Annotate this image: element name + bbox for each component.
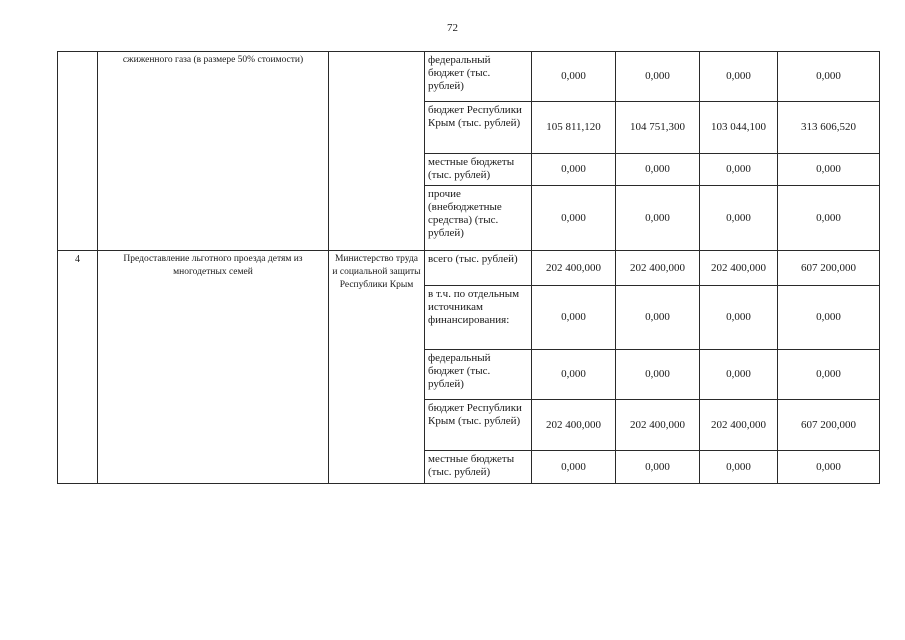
row-index (58, 52, 98, 251)
executor (329, 52, 425, 251)
year3-value: 0,000 (700, 52, 778, 102)
total-value: 0,000 (778, 350, 880, 400)
total-value: 0,000 (778, 286, 880, 350)
year2-value: 0,000 (616, 52, 700, 102)
year2-value: 0,000 (616, 350, 700, 400)
year2-value: 0,000 (616, 286, 700, 350)
year3-value: 0,000 (700, 286, 778, 350)
total-value: 0,000 (778, 451, 880, 484)
year3-value: 202 400,000 (700, 400, 778, 451)
year3-value: 0,000 (700, 350, 778, 400)
funding-source: бюджет Республики Крым (тыс. рублей) (425, 102, 532, 154)
year3-value: 0,000 (700, 451, 778, 484)
year2-value: 104 751,300 (616, 102, 700, 154)
year3-value: 202 400,000 (700, 251, 778, 286)
funding-source: прочие (внебюджетные средства) (тыс. рублей) (425, 186, 532, 251)
funding-source: местные бюджеты (тыс. рублей) (425, 451, 532, 484)
funding-source: всего (тыс. рублей) (425, 251, 532, 286)
funding-source: в т.ч. по отдельным источникам финансирования: (425, 286, 532, 350)
funding-source: федеральный бюджет (тыс. рублей) (425, 52, 532, 102)
year3-value: 0,000 (700, 186, 778, 251)
year3-value: 103 044,100 (700, 102, 778, 154)
measure-name: сжиженного газа (в размере 50% стоимости) (98, 52, 329, 251)
year3-value: 0,000 (700, 154, 778, 186)
funding-source: федеральный бюджет (тыс. рублей) (425, 350, 532, 400)
year1-value: 105 811,120 (532, 102, 616, 154)
funding-source: местные бюджеты (тыс. рублей) (425, 154, 532, 186)
year1-value: 0,000 (532, 286, 616, 350)
total-value: 0,000 (778, 154, 880, 186)
table-row (58, 52, 880, 102)
year1-value: 0,000 (532, 451, 616, 484)
total-value: 313 606,520 (778, 102, 880, 154)
year1-value: 0,000 (532, 154, 616, 186)
year1-value: 0,000 (532, 52, 616, 102)
year2-value: 0,000 (616, 451, 700, 484)
year1-value: 202 400,000 (532, 251, 616, 286)
measure-name: Предоставление льготного проезда детям из многодетных семей (98, 251, 329, 484)
executor: Министерство труда и социальной защиты Республики Крым (329, 251, 425, 484)
year2-value: 202 400,000 (616, 400, 700, 451)
total-value: 0,000 (778, 52, 880, 102)
year1-value: 0,000 (532, 350, 616, 400)
year2-value: 0,000 (616, 186, 700, 251)
table-row (58, 251, 880, 286)
year1-value: 0,000 (532, 186, 616, 251)
page-number: 72 (447, 22, 458, 34)
year2-value: 202 400,000 (616, 251, 700, 286)
row-index: 4 (58, 251, 98, 484)
total-value: 0,000 (778, 186, 880, 251)
year1-value: 202 400,000 (532, 400, 616, 451)
year2-value: 0,000 (616, 154, 700, 186)
total-value: 607 200,000 (778, 400, 880, 451)
budget-table (57, 51, 880, 484)
funding-source: бюджет Республики Крым (тыс. рублей) (425, 400, 532, 451)
total-value: 607 200,000 (778, 251, 880, 286)
